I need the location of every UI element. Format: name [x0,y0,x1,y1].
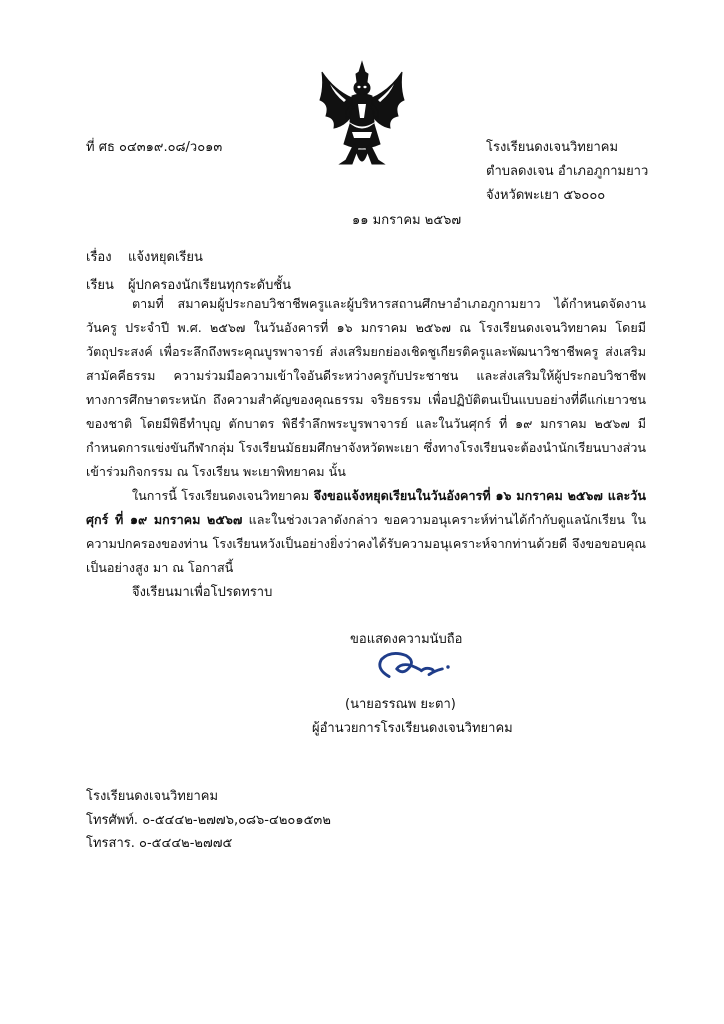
body-paragraph-1 [86,292,646,484]
signer-name: (นายอรรณพ ยะตา) [345,697,456,712]
body-paragraph-2-end: และในช่วงเวลาดังกล่าว ขอความอนุเคราะห์ท่านได้กำกับดูแลนักเรียน ในความปกครองของท่าน โรงเรียนหวังเป็นอย่างยิ่งว่าคงได้รับความอนุเคราะห์จากท่านด้วยดี จึงขอขอบคุณ เป็นอย่างสูง มา ณ โอกาสนี้ [86,512,646,575]
school-address-line-3: จังหวัดพะเยา ๕๖๐๐๐ [486,188,606,203]
letter-date: ๑๑ มกราคม ๒๕๖๗ [352,213,462,228]
body-paragraph-2-start: ในการนี้ โรงเรียนดงเจนวิทยาคม [132,488,314,503]
body-paragraph-2-highlight: จึงขอแจ้งหยุดเรียนในวันอังคารที่ ๑๖ มกราคม ๒๕๖๗ และวันศุกร์ ที่ ๑๙ มกราคม ๒๕๖๗ [86,488,646,527]
body-paragraph-2 [86,484,646,580]
footer-fax: โทรสาร. ๐-๕๔๔๒-๒๗๗๕ [86,836,233,851]
signer-title: ผู้อำนวยการโรงเรียนดงเจนวิทยาคม [312,721,513,736]
footer-phone: โทรศัพท์. ๐-๕๔๔๒-๒๗๗๖,๐๘๖-๔๒๐๑๕๓๒ [86,813,331,828]
closing-regards: ขอแสดงความนับถือ [350,632,463,647]
body-paragraph-1-text: ตามที่ สมาคมผู้ประกอบวิชาชีพครูและผู้บริหารสถานศึกษาอำเภอภูกามยาว ได้กำหนดจัดงานวันครู ประจำปี พ.ศ. ๒๕๖๗ ในวันอังคารที่ ๑๖ มกราคม ๒๕๖๗ ณ โรงเรียนดงเจนวิทยาคม โดยมีวัตถุประสงค์ เพื่อระลึกถึงพระคุณบูรพาจารย์ ส่งเสริมยกย่องเชิดชูเกียรติครูและพัฒนาวิชาชีพครู ส่งเสริมสามัคคีธรรม ความร่วมมือความเข้าใจอันดีระหว่างครูกับประชาชน และส่งเสริมให้ผู้ประกอบวิชาชีพทางการศึกษาตระหนัก ถึงความสำคัญของคุณธรรม จริยธรรม เพื่อปฏิบัติตนเป็นแบบอย่างที่ดีแก่เยาวชนของชาติ โดยมีพิธีทำบุญ ตักบาตร พิธีรำลึกพระบูรพาจารย์ และในวันศุกร์ ที่ ๑๙ มกราคม ๒๕๖๗ มีกำหนดการแข่งขันกีฬากลุ่ม โรงเรียนมัธยมศึกษาจังหวัดพะเยา ซึ่งทางโรงเรียนจะต้องนำนักเรียนบางส่วนเข้าร่วมกิจกรรม ณ โรงเรียน พะเยาพิทยาคม นั้น [86,296,646,479]
subject-label: เรื่อง [86,250,112,265]
footer-school-name: โรงเรียนดงเจนวิทยาคม [86,789,219,804]
school-address-line-2: ตำบลดงเจน อำเภอภูกามยาว [486,164,649,179]
handwritten-signature [362,648,458,686]
school-address-line-1: โรงเรียนดงเจนวิทยาคม [486,140,619,155]
subject-text: แจ้งหยุดเรียน [128,250,203,265]
reference-number: ที่ ศธ ๐๔๓๑๙.๐๘/ว๐๑๓ [86,140,223,155]
recipient-label: เรียน [86,278,114,293]
recipient-text: ผู้ปกครองนักเรียนทุกระดับชั้น [128,278,292,293]
garuda-emblem-icon [316,60,408,172]
body-paragraph-3: จึงเรียนมาเพื่อโปรดทราบ [132,585,273,600]
